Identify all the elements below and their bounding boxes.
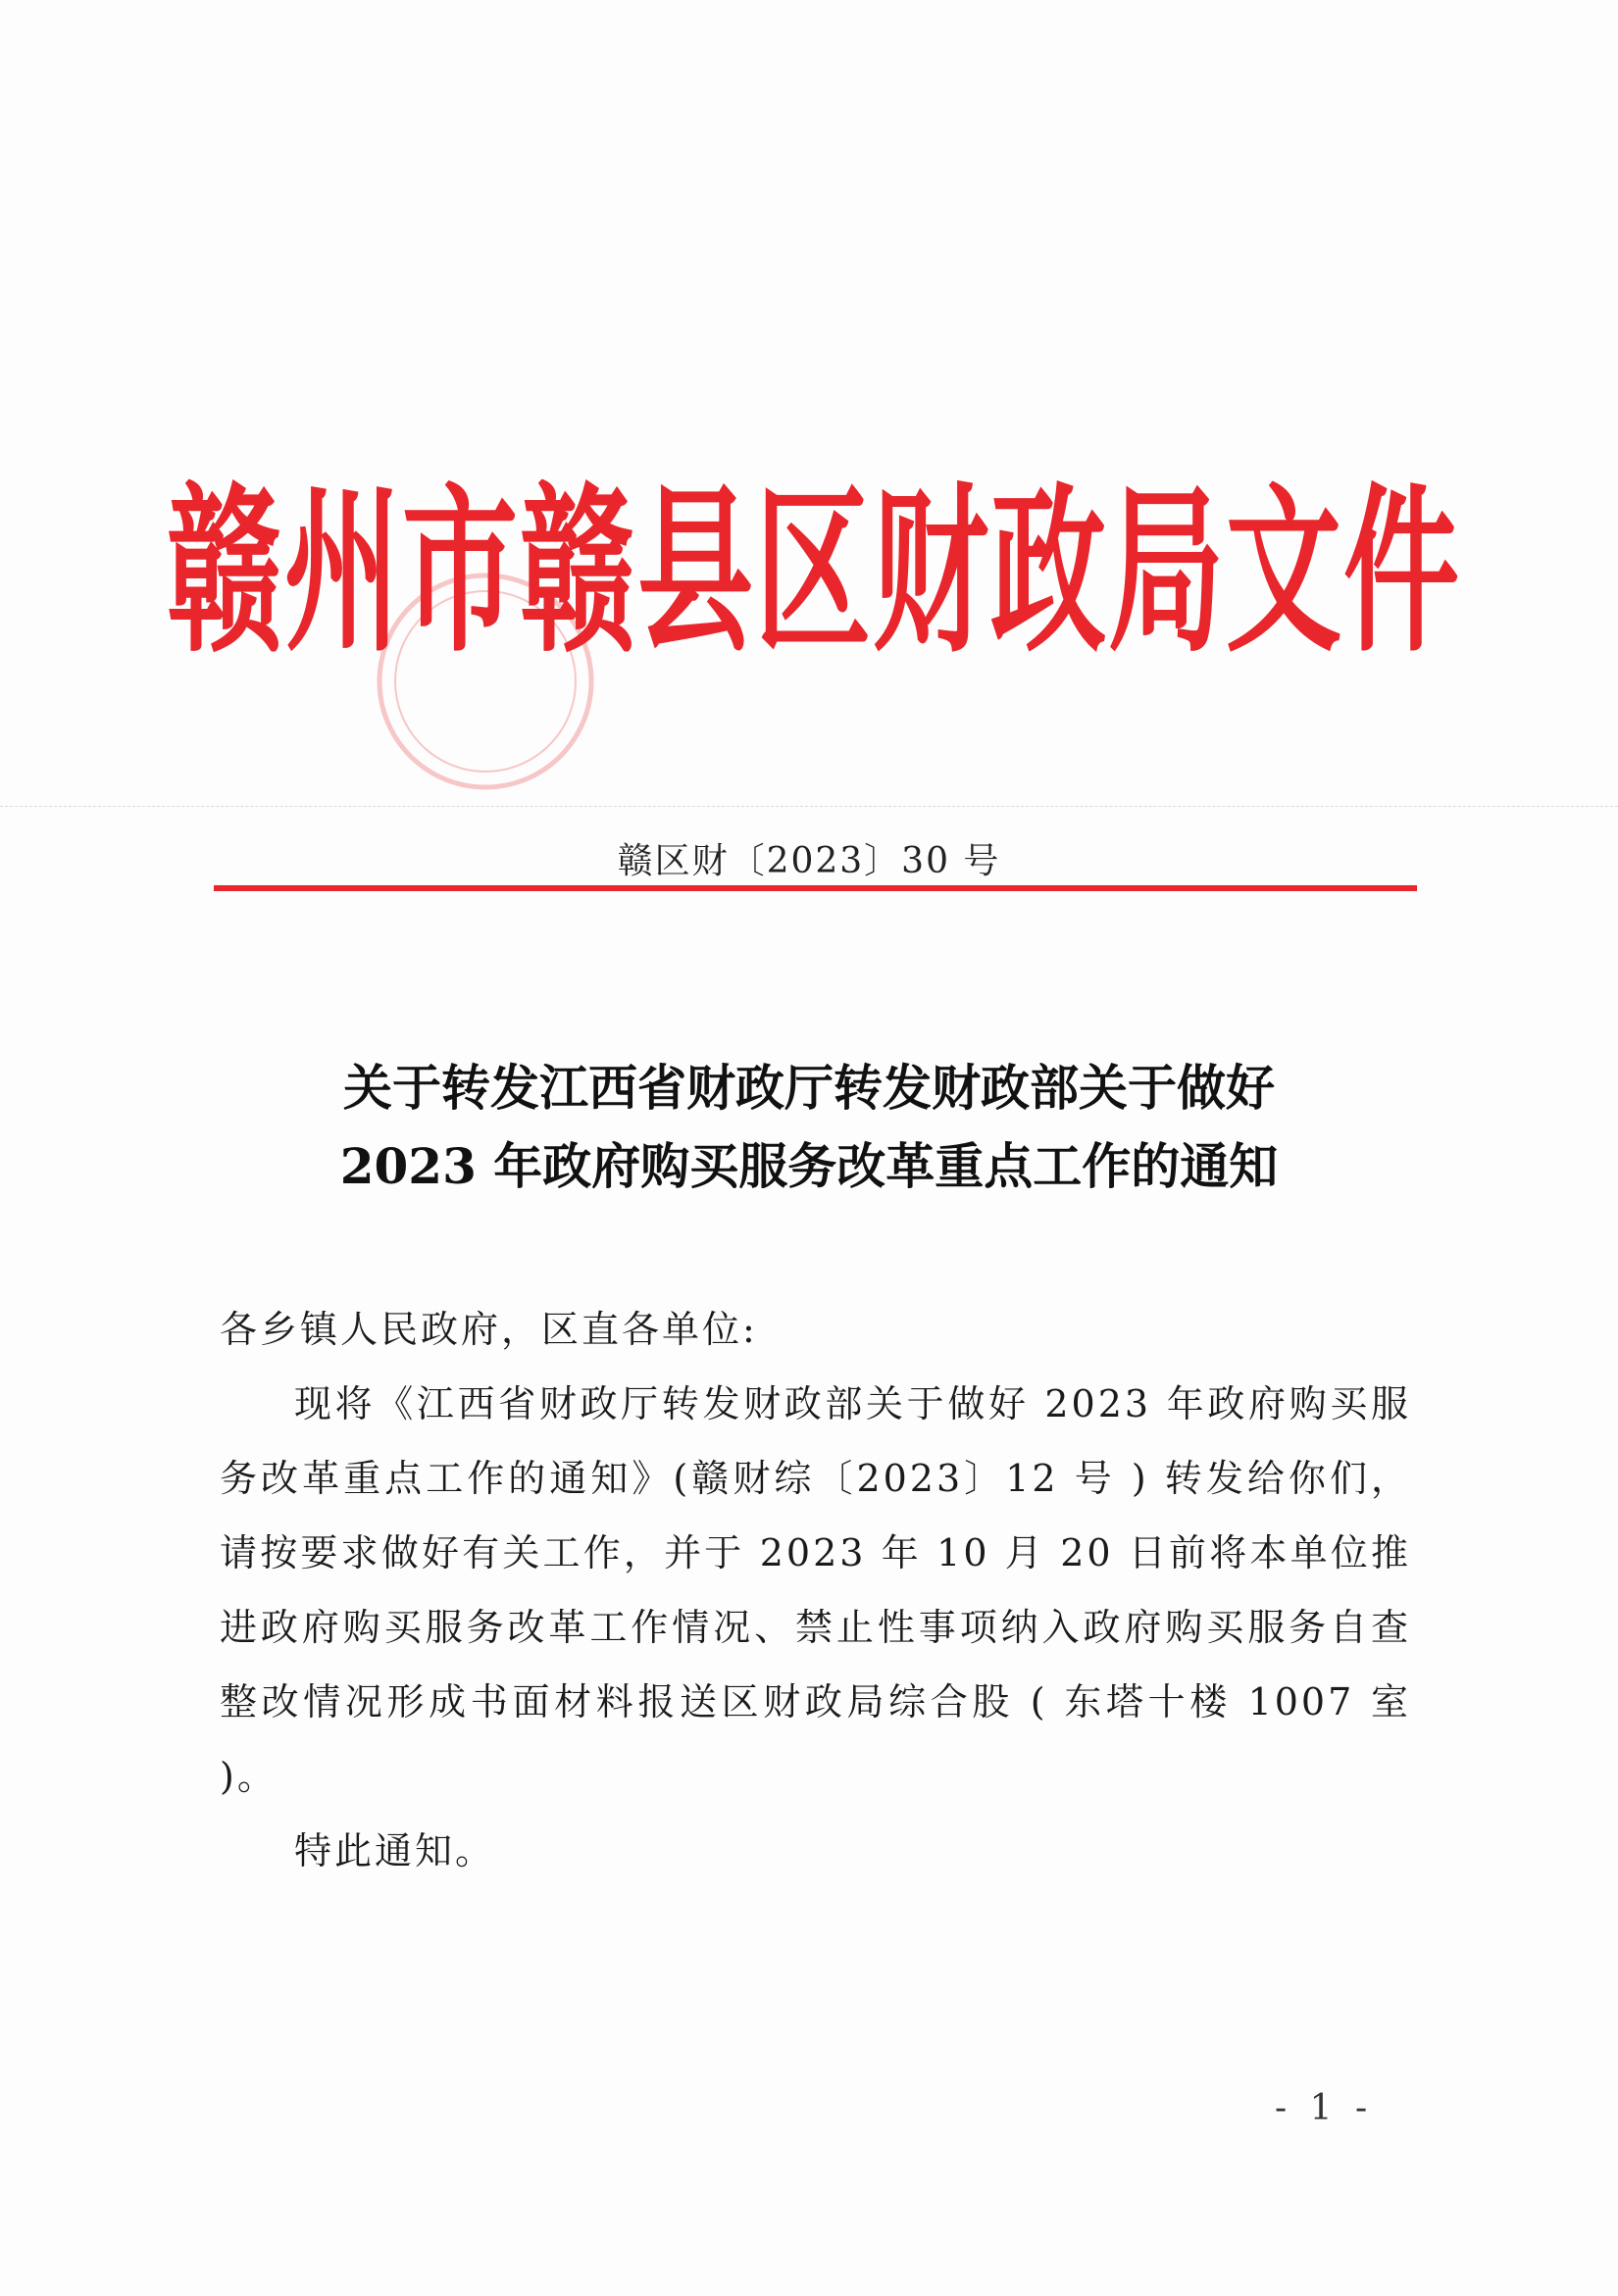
notice-title-line-2: 2023 年政府购买服务改革重点工作的通知 — [339, 1137, 1279, 1195]
red-separator-rule — [214, 885, 1417, 891]
page-number: - 1 - — [1275, 2088, 1374, 2128]
document-number: 赣区财〔2023〕30 号 — [617, 841, 1001, 881]
fold-line-divider — [0, 806, 1618, 807]
closing-line: 特此通知。 — [294, 1829, 496, 1872]
issuer-header-title: 赣州市赣县区财政局文件 — [167, 467, 1462, 676]
body-paragraph: 现将《江西省财政厅转发财政部关于做好 2023 年政府购买服务改革重点工作的通知》(赣财综〔2023〕12 号 ) 转发给你们，请按要求做好有关工作，并于 2023 年 10 月 20 日前将本单位推进政府购买服务改革工作情况、禁止性事项纳入政府购买服务自查整改情况形成书面材料报送区财政局综合股 ( 东塔十楼 1007 室 )。 — [220, 1382, 1411, 1798]
notice-title-line-1: 关于转发江西省财政厅转发财政部关于做好 — [343, 1059, 1275, 1117]
addressee-line: 各乡镇人民政府，区直各单位: — [220, 1308, 758, 1351]
notice-body — [220, 1292, 1411, 1888]
notice-title — [147, 1049, 1471, 1206]
